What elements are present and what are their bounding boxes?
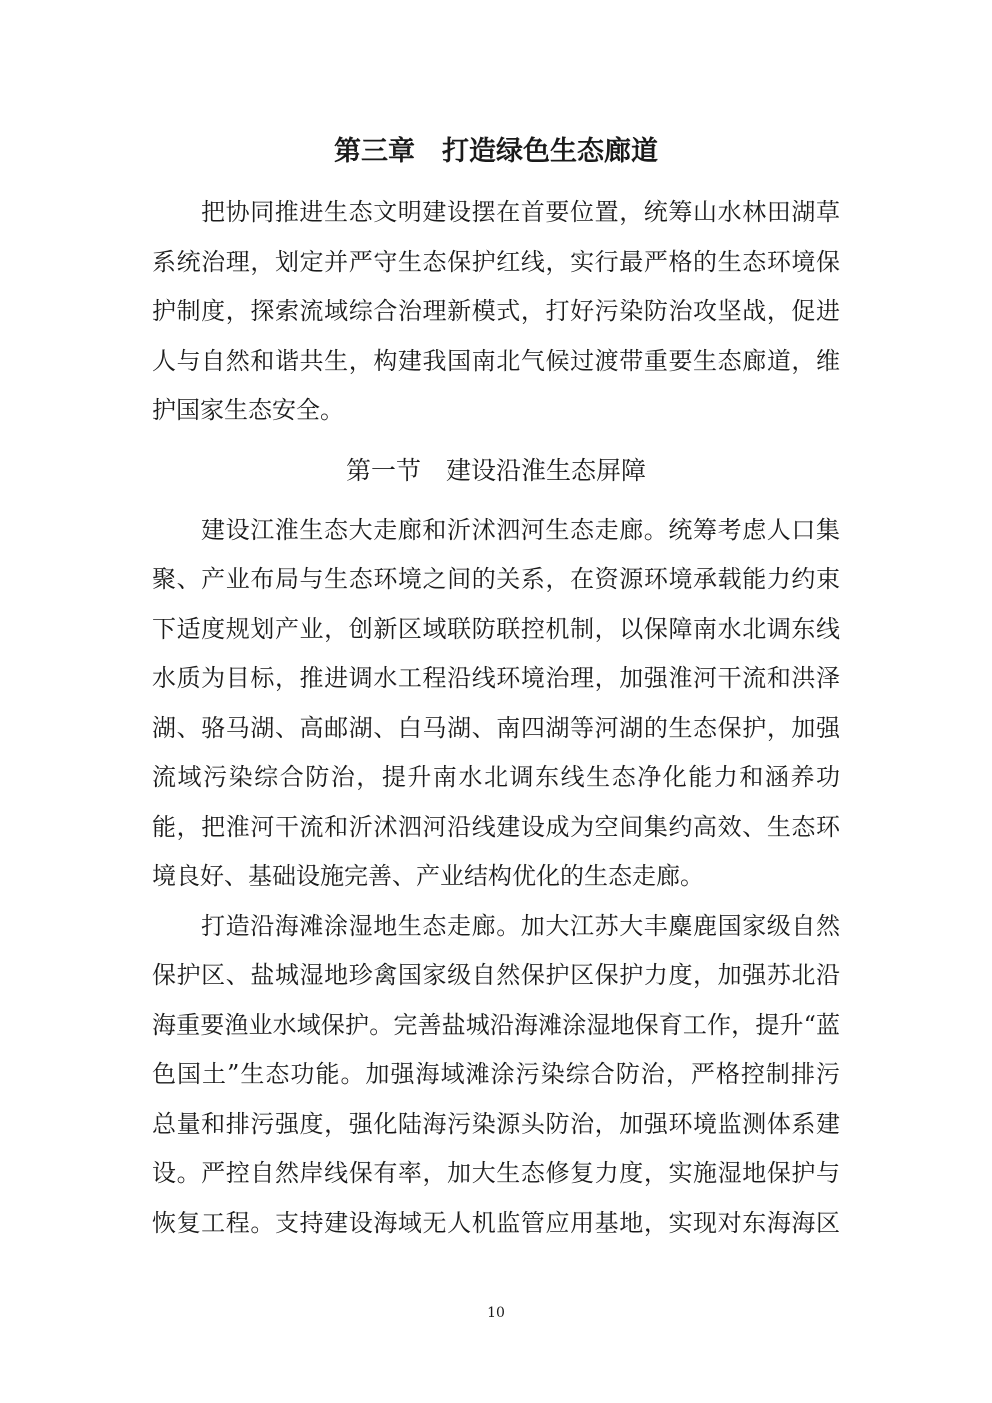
- text-line: 护制度，探索流域综合治理新模式，打好污染防治攻坚战，促进: [152, 297, 840, 325]
- text-line: 海重要渔业水域保护。完善盐城沿海滩涂湿地保育工作，提升“蓝: [152, 1010, 840, 1039]
- text-line: 能，把淮河干流和沂沭泗河沿线建设成为空间集约高效、生态环: [152, 812, 840, 841]
- intro-paragraph: [152, 188, 840, 436]
- chapter-title: 第三章 打造绿色生态廊道: [334, 136, 658, 167]
- text-line: 恢复工程。支持建设海域无人机监管应用基地，实现对东海海区: [152, 1208, 840, 1237]
- text-line: 护国家生态安全。: [152, 396, 344, 424]
- text-line: 境良好、基础设施完善、产业结构优化的生态走廊。: [152, 862, 704, 890]
- text-line: 下适度规划产业，创新区域联防联控机制，以保障南水北调东线: [152, 614, 840, 643]
- text-line: 把协同推进生态文明建设摆在首要位置，统筹山水林田湖草: [201, 198, 840, 226]
- text-line: 设。严控自然岸线保有率，加大生态修复力度，实施湿地保护与: [152, 1159, 840, 1187]
- section-paragraph-1: [152, 506, 840, 902]
- text-line: 系统治理，划定并严守生态保护红线，实行最严格的生态环境保: [152, 247, 840, 276]
- text-line: 水质为目标，推进调水工程沿线环境治理，加强淮河干流和洪泽: [152, 664, 840, 692]
- text-line: 湖、骆马湖、高邮湖、白马湖、南四湖等河湖的生态保护，加强: [152, 713, 840, 742]
- section-paragraph-2: [152, 902, 840, 1249]
- text-line: 色国土”生态功能。加强海域滩涂污染综合防治，严格控制排污: [152, 1060, 840, 1088]
- section-title: 第一节 建设沿淮生态屏障: [345, 455, 646, 485]
- text-line: 人与自然和谐共生，构建我国南北气候过渡带重要生态廊道，维: [152, 346, 840, 375]
- text-line: 总量和排污强度，强化陆海污染源头防治，加强环境监测体系建: [152, 1109, 840, 1138]
- text-line: 打造沿海滩涂湿地生态走廊。加大江苏大丰麋鹿国家级自然: [201, 911, 840, 940]
- text-line: 流域污染综合防治，提升南水北调东线生态净化能力和涵养功: [152, 763, 840, 791]
- document-body: [152, 188, 840, 1248]
- text-line: 建设江淮生态大走廊和沂沭泗河生态走廊。统筹考虑人口集: [201, 515, 840, 544]
- text-line: 保护区、盐城湿地珍禽国家级自然保护区保护力度，加强苏北沿: [152, 961, 840, 989]
- text-line: 聚、产业布局与生态环境之间的关系，在资源环境承载能力约束: [152, 565, 840, 593]
- page-number: 10: [487, 1305, 505, 1321]
